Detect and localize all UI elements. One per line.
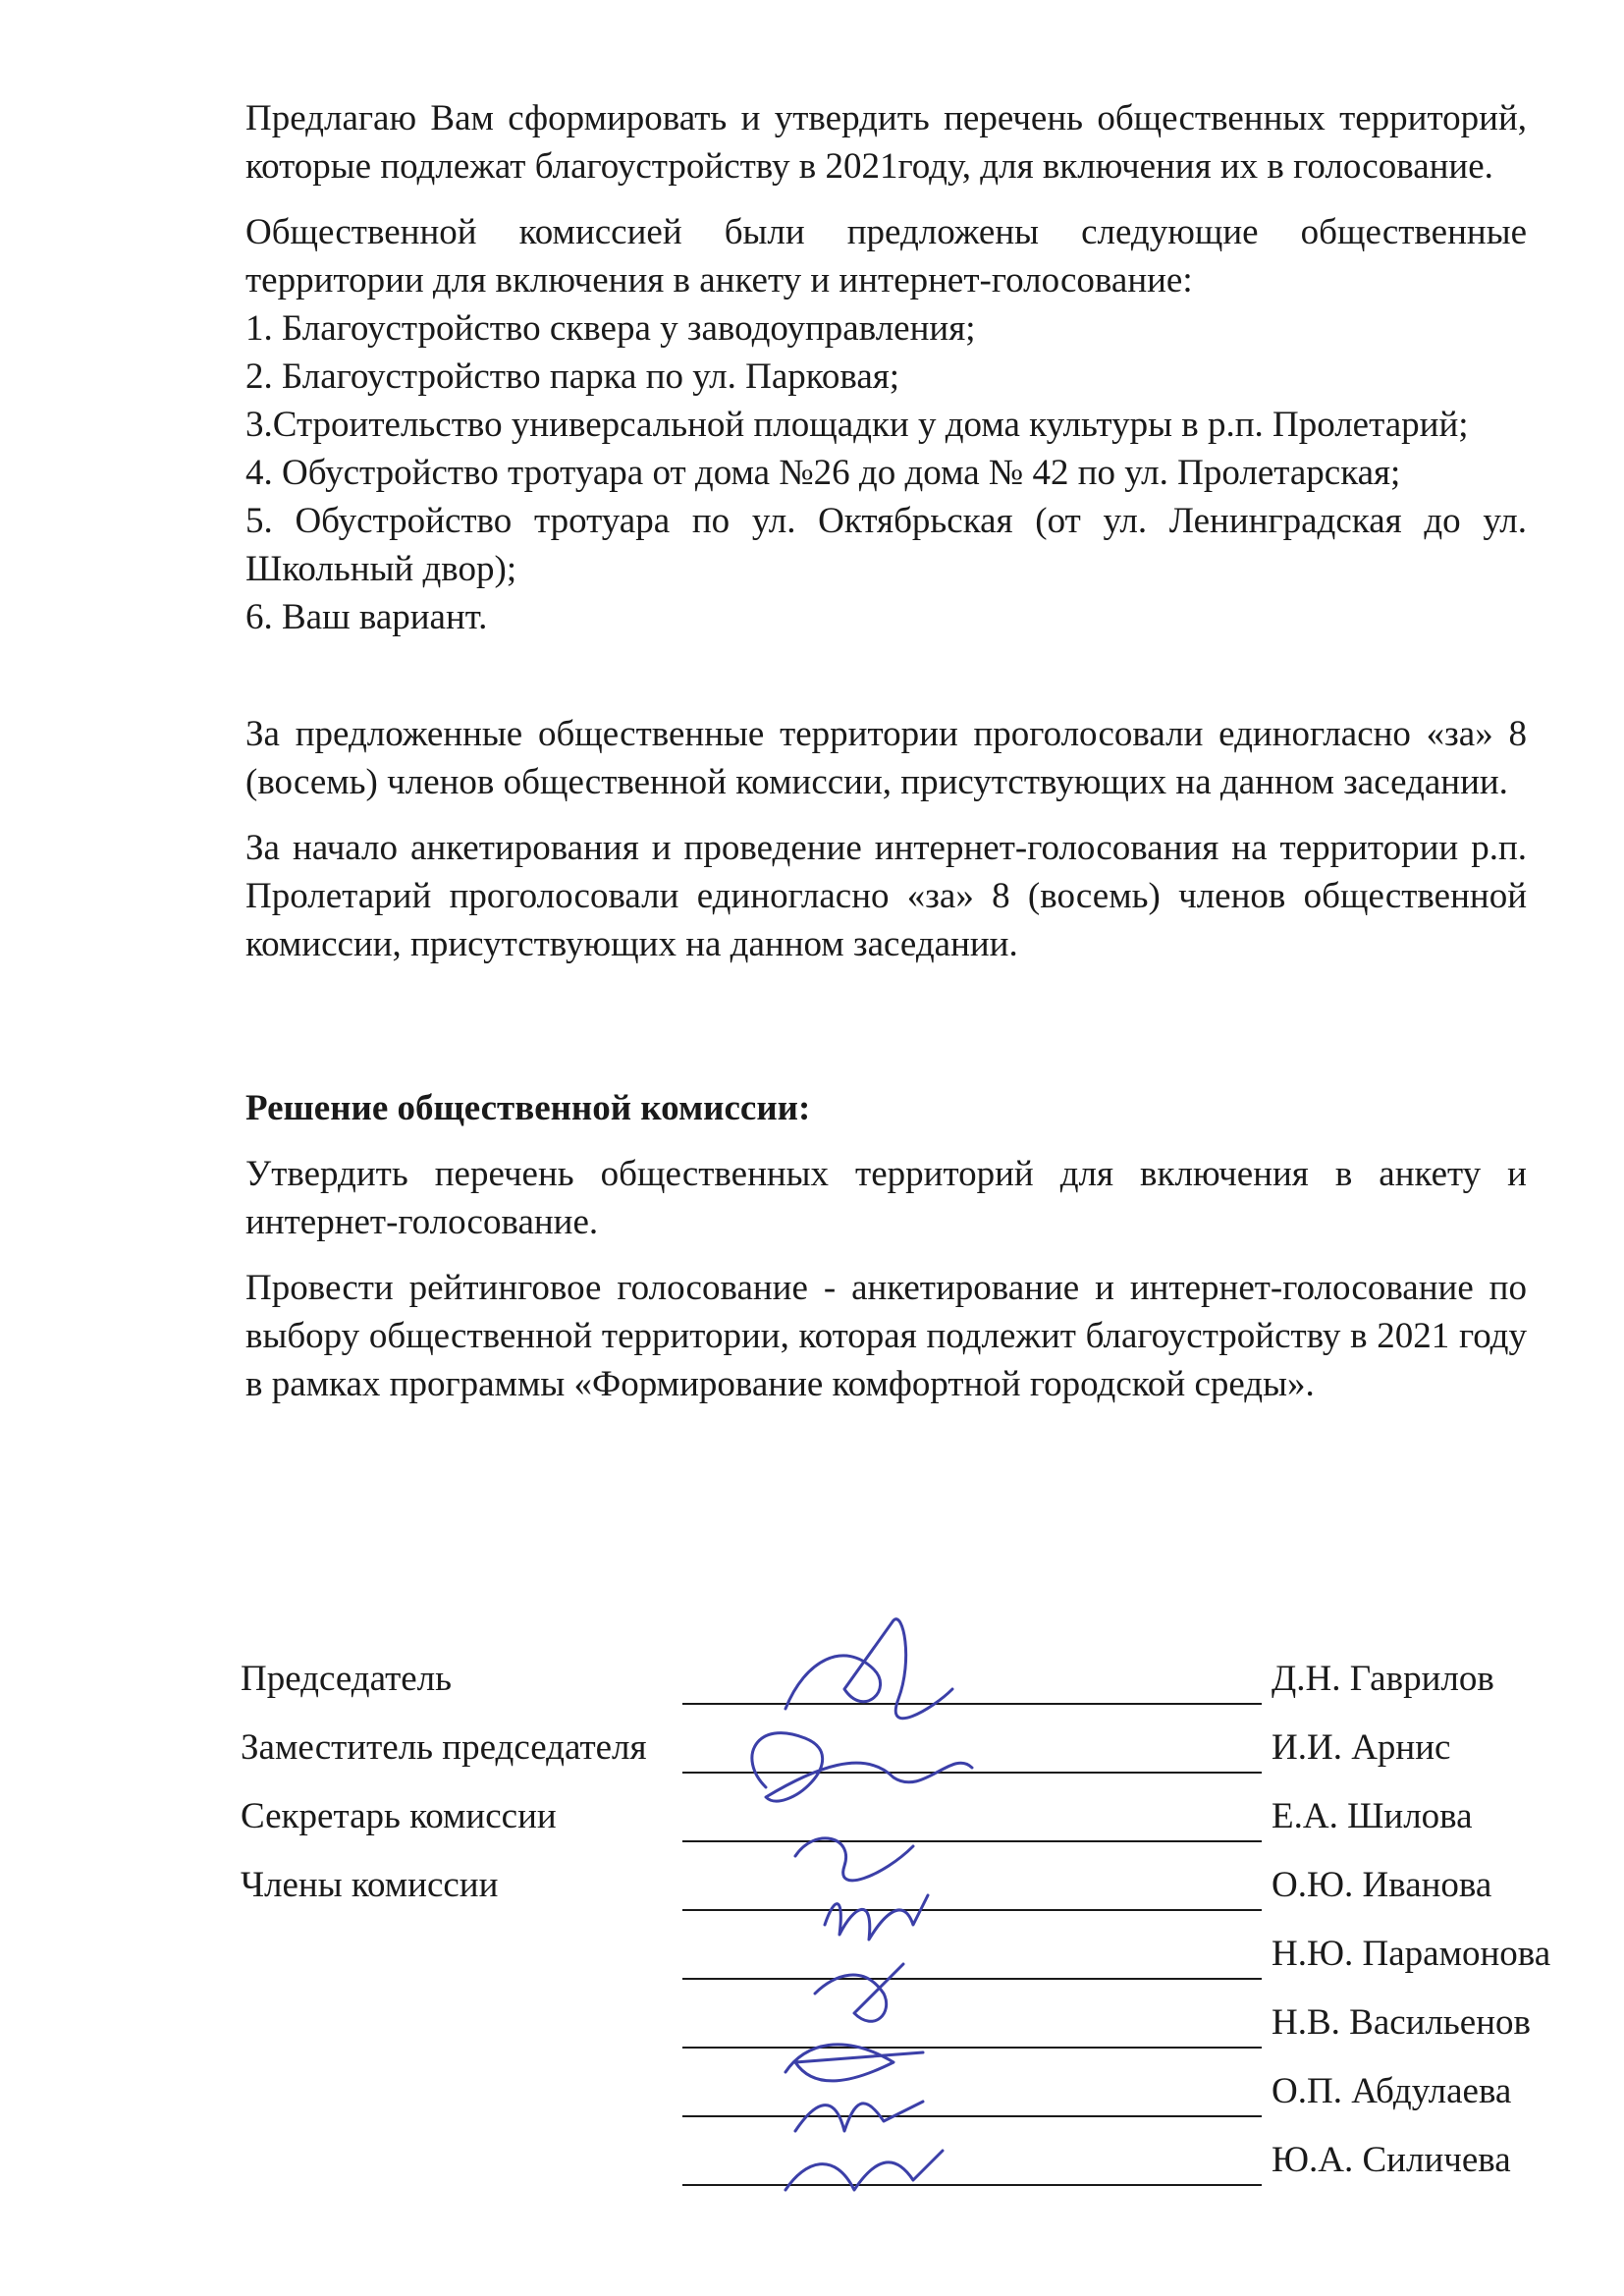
list-item: 3.Строительство универсальной площадки у дома культуры в р.п. Пролетарий; — [245, 405, 1469, 445]
signature-name: Е.А. Шилова — [1272, 1796, 1473, 1836]
signature-role: Секретарь комиссии — [241, 1796, 557, 1836]
vote-paragraph: За предложенные общественные территории проголосовали единогласно «за» 8 (восемь) членов общественной комиссии, присутствующих на данном заседании. — [245, 714, 1527, 802]
signature-name: Н.В. Васильенов — [1272, 2002, 1532, 2043]
signature-name: И.И. Арнис — [1272, 1727, 1451, 1768]
signature-role: Члены комиссии — [241, 1865, 499, 1905]
signature-name: О.П. Абдулаева — [1272, 2071, 1512, 2111]
signature-role: Председатель — [241, 1659, 453, 1699]
vote-paragraph: За начало анкетирования и проведение интернет-голосования на территории р.п. Пролетарий проголосовали единогласно «за» 8 (восемь) членов общественной комиссии, присутствующих на данном заседании. — [245, 828, 1527, 964]
signature-role: Заместитель председателя — [241, 1727, 647, 1768]
signature-name: О.Ю. Иванова — [1272, 1865, 1492, 1905]
intro-paragraph: Предлагаю Вам сформировать и утвердить перечень общественных территорий, которые подлежат благоустройству в 2021году, для включения их в голосование. — [245, 98, 1527, 187]
signature-name: Д.Н. Гаврилов — [1272, 1659, 1494, 1699]
list-item: 2. Благоустройство парка по ул. Парковая; — [245, 356, 900, 397]
proposal-paragraph: Общественной комиссией были предложены следующие общественные территории для включения в анкету и интернет-голосование: — [245, 212, 1527, 301]
list-item: 1. Благоустройство сквера у заводоуправления; — [245, 308, 976, 349]
document-body — [245, 94, 1527, 1426]
decision-paragraph: Утвердить перечень общественных территорий для включения в анкету и интернет-голосование. — [245, 1154, 1527, 1242]
signature-name: Ю.А. Силичева — [1272, 2140, 1511, 2180]
list-item: 5. Обустройство тротуара по ул. Октябрьская (от ул. Ленинградская до ул. Школьный двор); — [245, 501, 1527, 589]
decision-paragraph: Провести рейтинговое голосование - анкетирование и интернет-голосование по выбору общественной территории, которая подлежит благоустройству в 2021 году в рамках программы «Формирование комфортной городской среды». — [245, 1268, 1527, 1404]
list-item: 4. Обустройство тротуара от дома №26 до дома № 42 по ул. Пролетарская; — [245, 453, 1401, 493]
territory-list — [245, 304, 1527, 641]
list-item: 6. Ваш вариант. — [245, 597, 488, 637]
handwritten-signatures — [727, 1601, 1041, 2210]
decision-heading: Решение общественной комиссии: — [245, 1088, 811, 1128]
signature-name: Н.Ю. Парамонова — [1272, 1934, 1551, 1974]
